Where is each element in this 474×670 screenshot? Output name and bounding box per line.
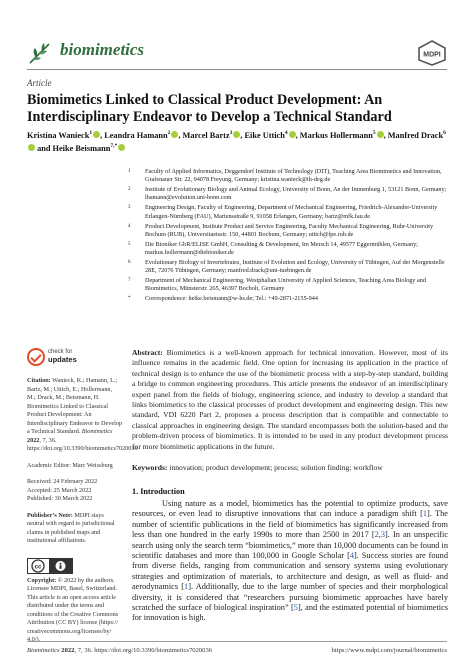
- section-heading: [132, 487, 185, 496]
- affiliation-number: 1: [128, 169, 131, 174]
- author-affiliation-mark: 7,*: [110, 142, 118, 149]
- paper-title: Biomimetics Linked to Classical Product Development: An Interdisciplinary Endeavor to Develop a Technical Standard: [27, 92, 392, 125]
- citation-text: Wanieck, K.; Hamann, L.; Bartz, M.; Uttich, E.; Hollermann, M.; Drack, M.; Beismann, H. Biomimetics Linked to Classical Product Development: An Interdisciplinary Endeavor to Develop a Technical Standard.: [27, 377, 123, 435]
- intro-text: ]. Additionally, due to the large number of species and their morphological diversity, it is considered that “researchers pursuing biomimetic approaches have barely scratched the surface of biological inspiration” [: [132, 582, 448, 613]
- reference-link[interactable]: 1: [422, 509, 428, 519]
- affiliation-text: Product Development, Institute Product and Service Engineering, Faculty Mechanical Engineering, Ruhr-University Bochum (RUB), Universitaetsstr. 150, 44801 Bochum, Germany; uttich@lpe.rub.de: [145, 222, 434, 238]
- affiliation-number: 4: [128, 223, 131, 229]
- affiliation-list: [128, 168, 448, 305]
- affiliation-number: 3: [128, 205, 131, 211]
- footer-year: 2022: [61, 647, 75, 654]
- affiliation-item: [128, 204, 448, 220]
- copyright-text: © 2022 by the authors. Licensee MDPI, Basel, Switzerland. This article is an open access article distributed under the terms and conditions of the Creative Commons Attribution (CC BY) license (https:// creativecommons.org/licenses/by/ 4.0/).: [27, 576, 119, 643]
- published-date: Published: 30 March 2022: [27, 495, 93, 502]
- citation-doi[interactable]: , 7, 36. https://doi.org/10.3390/biomimetics7020036: [27, 436, 138, 452]
- author-separator: ,: [100, 130, 105, 140]
- article-type: Article: [27, 78, 52, 88]
- author-list: [27, 128, 447, 154]
- affiliation-text: Evolutionary Biology of Invertebrates, Institute of Evolution and Ecology, University of Tübingen, Auf der Morgenstelle 28E, 72076 Tübingen, Germany; manfred.drack@uni-tuebingen.de: [145, 259, 445, 275]
- citation-block: [27, 377, 138, 454]
- check-for-updates-button[interactable]: [27, 348, 82, 370]
- abstract: [132, 348, 448, 452]
- keywords-label: Keywords:: [132, 463, 168, 472]
- check-updates-icon: [27, 348, 45, 366]
- keywords-text: innovation; product development; process; solution finding; workflow: [169, 463, 383, 472]
- reference-link[interactable]: 1: [184, 582, 189, 592]
- affiliation-item: [128, 277, 448, 293]
- affiliation-item: [128, 241, 448, 257]
- author-separator: ,: [178, 130, 183, 140]
- citation-year: 2022: [27, 436, 40, 444]
- citation-journal: Biomimetics: [81, 428, 113, 435]
- intro-text: ], and the estimated potential of biomimetics for innovation is high.: [132, 603, 448, 623]
- affiliation-text: Die Bioniker GbR/ELISE GmbH, Consulting & Development, Im Mersch 14, 49577 Eggermühlen, Germany; markus.hollermann@diebioniker.de: [145, 240, 418, 257]
- reference-link[interactable]: 4: [349, 551, 354, 561]
- section-title: Introduction: [140, 487, 185, 496]
- reference-link[interactable]: 3: [380, 530, 385, 540]
- footer-doi[interactable]: , 7, 36. https://doi.org/10.3390/biomimetics7020036: [74, 647, 213, 654]
- author-separator: ,: [295, 130, 300, 140]
- copyright-label: Copyright:: [27, 576, 57, 584]
- accepted-date: Accepted: 25 March 2022: [27, 486, 92, 494]
- check-updates-line2: updates: [48, 355, 77, 364]
- affiliation-text: Department of Mechanical Engineering, Westphalian University of Applied Sciences, Teaching Area Biology and Biomimetics, Münsterstr. 265, 46397 Bocholt, Germany: [145, 277, 426, 293]
- mdpi-logo: [417, 40, 447, 66]
- author-name: Leandra Hamann: [104, 130, 168, 140]
- affiliation-item: [128, 168, 448, 184]
- copyright-block: [27, 577, 122, 645]
- article-metadata: [27, 377, 138, 645]
- received-date: Received: 24 February 2022: [27, 478, 98, 485]
- author-name: Markus Hollermann: [299, 130, 373, 140]
- publisher-note: [27, 512, 122, 546]
- introduction-paragraph: [132, 499, 448, 624]
- intro-text: ]. In an unspecific search using only the search term “biomimetics,” more than 10,000 documents can be found in scientific databases and more than 100,000 in Google Scholar [: [132, 530, 448, 561]
- footer-citation: [27, 647, 212, 654]
- affiliation-number: 6: [128, 260, 131, 266]
- abstract-text: Biomimetics is a well-known approach for technical innovation. However, most of its influence remains in the academic field. One option for increasing its application in the practice of technical design is to enhance the use of the biomimetic process with a step-by-step standard, building a bridge to common engineering procedures. This article presents the endeavor of an interdisciplinary expert panel from the fields of biology, engineering science, and industry to develop a standard that links biomimetics to the classical processes of product development and engineering design. This new standard, VDI 6220 Part 2, proposes a process description that is compatible and connectable to classical approaches in engineering design. The standard encompasses both the solution-based and the problem-driven process of biomimetics. It is intended to be used in any product development process for more biomimetic applications in the future.: [132, 348, 448, 451]
- intro-text: ]. Success stories are found from diverse fields, ranging from communication and sensory systems using evolutionary strategies and optimization of materials, to architecture and design, as well as fluid- and aerodynamics [: [132, 551, 448, 592]
- publisher-note-text: MDPI stays neutral with regard to jurisdictional claims in published maps and institutional affiliations.: [27, 511, 115, 544]
- orcid-icon[interactable]: [377, 131, 384, 138]
- check-updates-line1: check for: [48, 349, 73, 355]
- footer-journal: Biomimetics: [27, 647, 60, 654]
- keywords: [132, 463, 448, 473]
- affiliation-text: Faculty of Applied Informatics, Deggendorf Institute of Technology (DIT), Teaching Area Biomimetics and Innovation, Grafenauer Str. 22, 94078 Freyung, Germany; kristina.wanieck@th-deg.de: [145, 168, 442, 184]
- citation-label: Citation:: [27, 377, 51, 384]
- affiliation-number: 7: [128, 278, 131, 284]
- author-affiliation-mark: 1: [89, 130, 93, 136]
- reference-link[interactable]: 2: [374, 530, 379, 540]
- intro-text: ,: [378, 530, 381, 540]
- affiliation-item: [128, 259, 448, 275]
- mdpi-logo-text: MDPI: [423, 51, 441, 59]
- author-separator: ,: [383, 130, 388, 140]
- affiliation-item: [128, 186, 448, 202]
- journal-name: biomimetics: [60, 40, 145, 59]
- abstract-label: Abstract:: [132, 348, 163, 357]
- author-affiliation-mark: 5: [372, 130, 376, 136]
- affiliation-item: [128, 295, 448, 303]
- publisher-note-label: Publisher’s Note:: [27, 511, 73, 519]
- author-name: Eike Uttich: [244, 130, 285, 140]
- footer-journal-url[interactable]: https://www.mdpi.com/journal/biomimetics: [331, 647, 447, 654]
- orcid-icon[interactable]: [28, 144, 35, 151]
- cc-by-license-icon[interactable]: [27, 558, 73, 574]
- affiliation-text: Correspondence: heike.beismann@w-hs.de; Tel.: +49-2871-2155-944: [145, 295, 318, 303]
- leaf-branch-logo-icon: [27, 40, 53, 66]
- author-separator: ,: [240, 130, 245, 140]
- author-separator: and: [35, 143, 53, 153]
- affiliation-text: Engineering Design, Faculty of Engineering, Department of Mechanical Engineering, Friedrich-Alexander-University Erlangen-Nürnberg (FAU), Martensstraße 9, 91058 Erlangen, Germany; bartz@mfk.fau.de: [145, 204, 438, 220]
- author-name: Manfred Drack: [387, 130, 444, 140]
- affiliation-number: 5: [128, 241, 131, 247]
- author-name: Heike Beismann: [52, 143, 111, 153]
- orcid-icon[interactable]: [118, 144, 125, 151]
- svg-text:cc: cc: [34, 563, 42, 570]
- author-name: Marcel Bartz: [182, 130, 230, 140]
- author-affiliation-mark: 3: [229, 130, 233, 136]
- intro-text: Using nature as a model, biomimetics has the potential to optimize products, save resources, or even lead to disruptive innovations that can induce a paradigm shift [: [132, 499, 448, 519]
- affiliation-number: *: [128, 296, 131, 302]
- header-divider: [27, 69, 447, 70]
- check-updates-label: [48, 349, 77, 363]
- affiliation-item: [128, 223, 448, 239]
- section-number: 1.: [132, 487, 139, 496]
- author-name: Kristina Wanieck: [27, 130, 90, 140]
- affiliation-text: Institute of Evolutionary Biology and Animal Ecology, University of Bonn, An der Immenburg 1, 53121 Bonn, Germany; lhamann@evolution.uni-bonn.com: [145, 186, 447, 202]
- author-affiliation-mark: 2: [167, 130, 171, 136]
- orcid-icon[interactable]: [93, 131, 100, 138]
- affiliation-number: 2: [128, 187, 131, 193]
- author-affiliation-mark: 6: [443, 130, 446, 136]
- academic-editor: Academic Editor: Marc Weissburg: [27, 461, 113, 469]
- intro-text: ]. The number of scientific publications in the field of biomimetics has significantly increased from less than one hundred in the early 1990s to more than 2500 in 2017 [: [132, 509, 448, 540]
- reference-link[interactable]: 5: [293, 603, 298, 613]
- orcid-icon[interactable]: [289, 131, 296, 138]
- footer-divider: [27, 641, 447, 642]
- author-affiliation-mark: 4: [284, 130, 288, 136]
